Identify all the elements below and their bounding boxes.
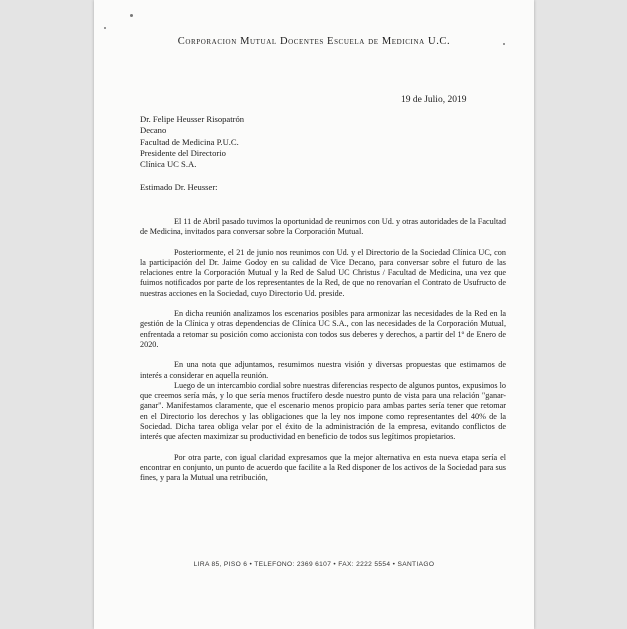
body-paragraph: En dicha reunión analizamos los escenarios posibles para armonizar las necesidades de la Red en la gestión de la Clínica y otras dependencias de Clínica UC S.A., con las necesidades de la Corporación Mutual, enfrentada a retomar su posición como accionista con todos sus deberes y derechos, a partir del 1º de Enero de 2020.: [140, 309, 506, 349]
addressee-name: Dr. Felipe Heusser Risopatrón: [140, 114, 245, 124]
body-paragraph: El 11 de Abril pasado tuvimos la oportunidad de reunirnos con Ud. y otras autoridades de la Facultad de Medicina, invitados para conversar sobre la Corporación Mutual.: [140, 217, 506, 237]
paper-speck: [104, 27, 106, 29]
letter-footer: LIRA 85, PISO 6 • TELEFONO: 2369 6107 • FAX: 2222 5554 • SANTIAGO: [193, 561, 435, 568]
addressee-company: Clínica UC S.A.: [140, 159, 197, 170]
addressee-title: Decano: [140, 125, 167, 136]
addressee-role: Presidente del Directorio: [140, 147, 226, 158]
letter-page: [94, 0, 534, 629]
paper-speck: [130, 14, 133, 17]
letter-body: [140, 217, 506, 494]
salutation: Estimado Dr. Heusser:: [140, 182, 218, 192]
body-paragraph: Posteriormente, el 21 de junio nos reunimos con Ud. y el Directorio de la Sociedad Clínica UC, con la participación del Dr. Jaime Godoy en su calidad de Vice Decano, para conversar sobre el futuro de las relaciones entre la Corporación Mutual y la Red de Salud UC Christus / Facultad de Medicina, una vez que fuimos notificados por parte de los representantes de la Red, de que no renovarían el Contrato de Usufructo de nuestras acciones en la Sociedad, cuyo Directorio Ud. preside.: [140, 247, 506, 298]
addressee-faculty: Facultad de Medicina P.U.C.: [140, 136, 239, 147]
body-paragraph: Luego de un intercambio cordial sobre nuestras diferencias respecto de algunos puntos, expusimos lo que creemos sería más, y lo que sería menos fructífero desde nuestro punto de vista para una relación "ganar-ganar". Manifestamos claramente, que el escenario menos propicio para ambas partes sería tener que retomar en el Directorio los derechos y las obligaciones que la ley nos impone como representantes del 40% de la Sociedad. Dicha tarea obliga velar por el éxito de la administración de la empresa, evitando conflictos de interés que afecten maximizar su productividad en beneficio de todos sus legítimos propietarios.: [140, 380, 506, 442]
letterhead: Corporacion Mutual Docentes Escuela de Medicina U.C.: [177, 36, 451, 47]
addressee-block: [140, 114, 244, 170]
letter-date: 19 de Julio, 2019: [401, 95, 467, 105]
body-paragraph: Por otra parte, con igual claridad expresamos que la mejor alternativa en esta nueva etapa sería el encontrar en conjunto, un punto de acuerdo que facilite a la Red disponer de los activos de la Sociedad para sus fines, y para la Mutual una retribución,: [140, 452, 506, 483]
body-paragraph: En una nota que adjuntamos, resumimos nuestra visión y diversas propuestas que estimamos de interés a considerar en aquella reunión.: [140, 360, 506, 380]
